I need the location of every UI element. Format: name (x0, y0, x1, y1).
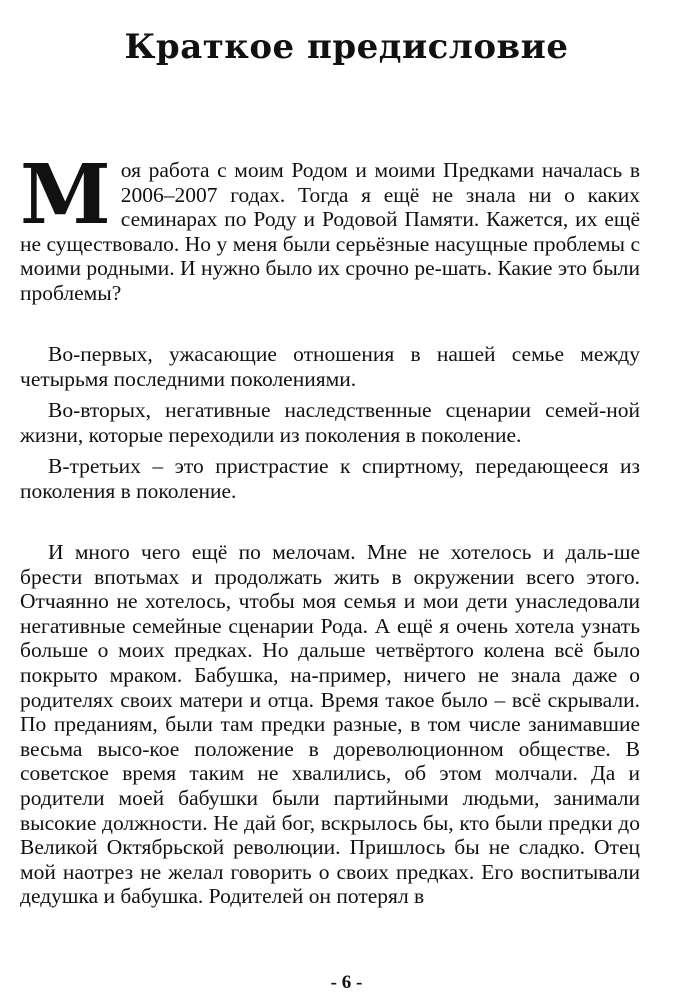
page-title: Краткое предисловие (124, 26, 569, 67)
problems-list (20, 342, 640, 504)
drop-cap-letter: М (20, 147, 111, 243)
problem-paragraph-2: Во-вторых, негативные наследственные сценарии семей-ной жизни, которые переходили из поколения в поколение. (20, 398, 640, 447)
problem-paragraph-3: В-третьих – это пристрастие к спиртному, передающееся из поколения в поколение. (20, 454, 640, 503)
intro-text: оя работа с моим Родом и моими Предками началась в 2006–2007 годах. Тогда я ещё не знала ни о каких семинарах по Роду и Родовой Памяти. Кажется, их ещё не существовало. Но у меня были серьёзные насущные проблемы с моими родными. И нужно было их срочно ре-шать. Какие это были проблемы? (20, 158, 640, 305)
intro-paragraph (20, 147, 640, 306)
problem-paragraph-1: Во-первых, ужасающие отношения в нашей семье между четырьмя последними поколениями. (20, 342, 640, 391)
page-number: - 6 - (330, 972, 363, 993)
body-section (20, 540, 640, 909)
body-paragraph: И много чего ещё по мелочам. Мне не хотелось и даль-ше брести впотьмах и продолжать жить в окружении всего этого. Отчаянно не хотелось, чтобы моя семья и мои дети унаследовали негативные семейные сценарии Рода. А ещё я очень хотела узнать больше о моих предках. Но дальше четвёртого колена всё было покрыто мраком. Бабушка, на-пример, ничего не знала даже о родителях своих матери и отца. Время такое было – всё скрывали. По преданиям, были там предки разные, в том числе занимавшие весьма высо-кое положение в дореволюционном обществе. В советское время таким не хвалились, об этом молчали. Да и родители моей бабушки были партийными людьми, занимали высокие должности. Не дай бог, вскрылось бы, кто были предки до Великой Октябрьской революции. Пришлось бы не сладко. Отец мой наотрез не желал говорить о своих предках. Его воспитывали дедушка и бабушка. Родителей он потерял в (20, 540, 640, 909)
